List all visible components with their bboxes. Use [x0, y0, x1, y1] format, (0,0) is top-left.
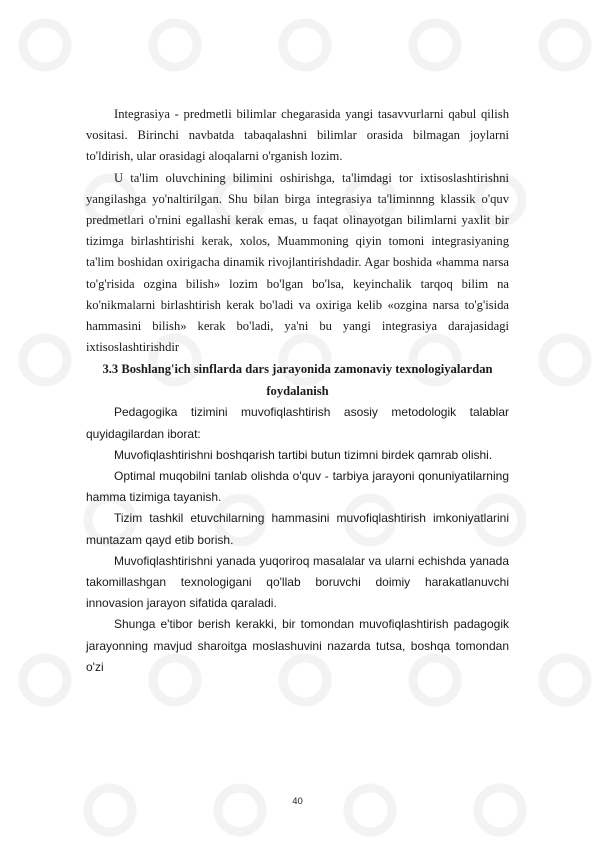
paragraph-requirement-3: Tizim tashkil etuvchilarning hammasini muvofiqlashtirish imkoniyatlarini muntazam qayd etib borish.	[86, 511, 509, 547]
paragraph-requirement-4: Muvofiqlashtirishni yanada yuqoriroq masalalar va ularni echishda yanada takomillashgan texnologigani qo'llab boruvchi doimiy harakatlanuvchi innovasion jarayon sifatida qaraladi.	[86, 553, 509, 611]
paragraph-integrasiya-definition: Integrasiya - predmetli bilimlar chegarasida yangi tasavvurlarni qabul qilish vositasi. Birinchi navbatda tabaqalashni bilimlar orasida bilmagan joylarni to'ldirish, ular orasidagi aloqalarni o'rganish lozim.	[86, 107, 509, 164]
page-number: 40	[292, 796, 303, 807]
paragraph-requirement-1: Muvofiqlashtirishni boshqarish tartibi butun tizimni birdek qamrab olishi.	[114, 447, 493, 462]
section-heading: 3.3 Boshlang'ich sinflarda dars jarayonida zamonaviy texnologiyalardan foydalanish	[102, 362, 493, 399]
document-body	[86, 104, 509, 678]
paragraph-conclusion: Shunga e'tibor berish kerakki, bir tomondan muvofiqlashtirish padagogik jarayonning mavjud sharoitga moslashuvini nazarda tutsa, boshqa tomondan o'zi	[86, 617, 509, 674]
paragraph-requirements-intro: Pedagogika tizimini muvofiqlashtirish asosiy metodologik talablar quyidagilardan iborat:	[86, 405, 509, 441]
paragraph-integrasiya-goal: U ta'lim oluvchining bilimini oshirishga, ta'limdagi tor ixtisoslashtirishni yangilashga yo'naltirilgan. Shu bilan birga integrasiya ta'liminnng klassik o'quv predmetlari o'rnini egallashi kerak emas, u faqat olinayotgan bilimlarni yaxlit bir tizimga birlashtirishi kerak, xolos, Muammoning qiyin tomoni integrasiyaning ta'lim boshidan oxirigacha dinamik rivojlantirishdadir. Agar boshida «hamma narsa to'g'risida ozgina bilish» lozim bo'lgan bo'lsa, keyinchalik tarqoq bilim na ko'nikmalarni birlashtirish kerak bo'ladi va oxiriga kelib «ozgina narsa to'g'isida hammasini bilish» kerak bo'ladi, ya'ni bu yangi integrasiya darajasidagi ixtisoslashtirishdir	[86, 170, 509, 355]
paragraph-requirement-2: Optimal muqobilni tanlab olishda o'quv - tarbiya jarayoni qonuniyatilarning hamma tizimiga tayanish.	[86, 469, 509, 505]
